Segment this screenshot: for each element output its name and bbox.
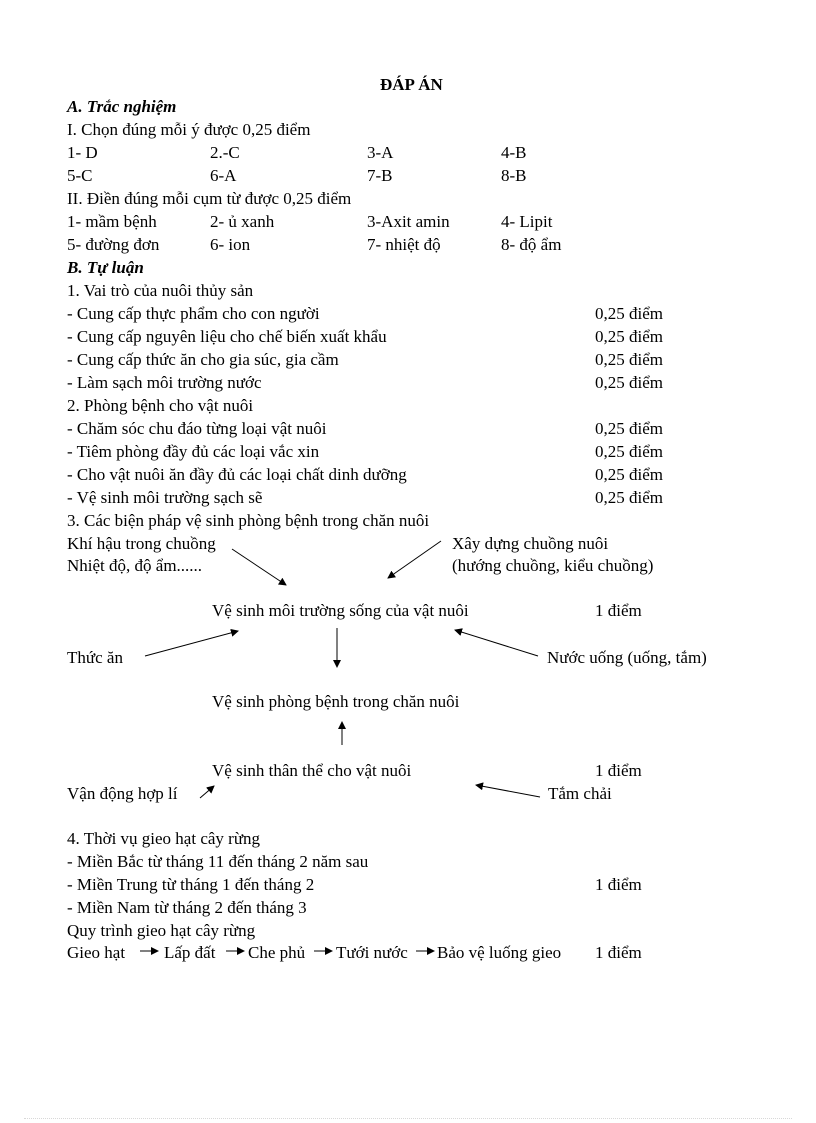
process-step: Lấp đất <box>164 943 216 962</box>
q2-item-score: 0,25 điểm <box>595 488 663 507</box>
answer-cell: 7-B <box>367 166 393 185</box>
diagram-food-label: Thức ăn <box>67 648 123 667</box>
diagram-water-label: Nước uống (uống, tắm) <box>547 648 707 667</box>
q2-item: - Chăm sóc chu đáo từng loại vật nuôi <box>67 419 327 438</box>
q4-line: - Miền Trung từ tháng 1 đến tháng 2 <box>67 875 315 894</box>
q1-heading: 1. Vai trò của nuôi thủy sản <box>67 281 254 300</box>
page-title: ĐÁP ÁN <box>380 75 443 94</box>
answer-cell: 2.-C <box>210 143 240 162</box>
q2-item-score: 0,25 điểm <box>595 419 663 438</box>
process-score: 1 điểm <box>595 943 642 962</box>
answer-cell: 8- độ ẩm <box>501 235 562 254</box>
arrow-exercise <box>200 786 214 798</box>
answer-cell: 4- Lipit <box>501 212 553 231</box>
q1-item: - Cung cấp thực phẩm cho con người <box>67 304 320 323</box>
q4-line: - Miền Nam từ tháng 2 đến tháng 3 <box>67 898 307 917</box>
q1-item-score: 0,25 điểm <box>595 350 663 369</box>
answer-cell: 6- ion <box>210 235 251 254</box>
diagram-environment-node: Vệ sinh môi trường sống của vật nuôi <box>212 601 469 620</box>
section-a-heading: A. Trắc nghiệm <box>67 97 177 116</box>
answer-cell: 6-A <box>210 166 237 185</box>
q2-heading: 2. Phòng bệnh cho vật nuôi <box>67 396 254 415</box>
q4-score: 1 điểm <box>595 875 642 894</box>
answer-cell: 7- nhiệt độ <box>367 235 441 254</box>
diagram-exercise-label: Vận động hợp lí <box>67 784 178 803</box>
q1-item-score: 0,25 điểm <box>595 373 663 392</box>
q2-item: - Cho vật nuôi ăn đầy đủ các loại chất dinh dưỡng <box>67 465 407 484</box>
q2-item: - Tiêm phòng đầy đủ các loại vắc xin <box>67 442 320 461</box>
arrow-food-to-environment <box>145 631 238 656</box>
q1-item-score: 0,25 điểm <box>595 304 663 323</box>
arrow-barn-to-environment <box>388 541 441 578</box>
q4-line: - Miền Bắc từ tháng 11 đến tháng 2 năm sau <box>67 852 369 871</box>
answer-cell: 5-C <box>67 166 93 185</box>
diagram-bathing-label: Tắm chải <box>548 784 612 803</box>
arrow-water-to-environment <box>455 630 538 656</box>
diagram-center-node: Vệ sinh phòng bệnh trong chăn nuôi <box>212 692 460 711</box>
q4-process-heading: Quy trình gieo hạt cây rừng <box>67 921 256 940</box>
answer-cell: 2- ủ xanh <box>210 212 275 231</box>
part1-heading: I. Chọn đúng mỗi ý được 0,25 điểm <box>67 120 311 139</box>
q2-item-score: 0,25 điểm <box>595 442 663 461</box>
q3-heading: 3. Các biện pháp vệ sinh phòng bệnh trong chăn nuôi <box>67 511 430 530</box>
q1-item: - Làm sạch môi trường nước <box>67 373 262 392</box>
page-bottom-divider <box>24 1118 792 1119</box>
q1-item-score: 0,25 điểm <box>595 327 663 346</box>
part2-heading: II. Điền đúng mỗi cụm từ được 0,25 điểm <box>67 189 352 208</box>
section-b-heading: B. Tự luận <box>67 258 144 277</box>
arrow-bathing <box>476 785 540 797</box>
answer-cell: 8-B <box>501 166 527 185</box>
diagram-body-score: 1 điểm <box>595 761 642 780</box>
diagram-climate-detail: Nhiệt độ, độ ẩm...... <box>67 556 203 575</box>
diagram-barn-label: Xây dựng chuồng nuôi <box>452 534 609 553</box>
process-step: Gieo hạt <box>67 943 126 962</box>
diagram-body-node: Vệ sinh thân thể cho vật nuôi <box>212 761 412 780</box>
q1-item: - Cung cấp thức ăn cho gia súc, gia cầm <box>67 350 339 369</box>
answer-cell: 3-A <box>367 143 394 162</box>
q2-item: - Vệ sinh môi trường sạch sẽ <box>67 488 263 507</box>
answer-cell: 1- D <box>67 143 98 162</box>
process-step: Che phủ <box>248 943 306 962</box>
process-step: Bảo vệ luống gieo <box>437 943 562 962</box>
q1-item: - Cung cấp nguyên liệu cho chế biến xuất khẩu <box>67 327 387 346</box>
q4-heading: 4. Thời vụ gieo hạt cây rừng <box>67 829 261 848</box>
diagram-environment-score: 1 điểm <box>595 601 642 620</box>
diagram-barn-detail: (hướng chuồng, kiểu chuồng) <box>452 556 654 575</box>
arrow-climate-to-environment <box>232 549 286 585</box>
process-step: Tưới nước <box>336 943 408 962</box>
diagram-climate-label: Khí hậu trong chuồng <box>67 534 216 553</box>
answer-cell: 5- đường đơn <box>67 235 160 254</box>
answer-cell: 4-B <box>501 143 527 162</box>
answer-cell: 1- mầm bệnh <box>67 212 157 231</box>
q2-item-score: 0,25 điểm <box>595 465 663 484</box>
answer-cell: 3-Axit amin <box>367 212 450 231</box>
